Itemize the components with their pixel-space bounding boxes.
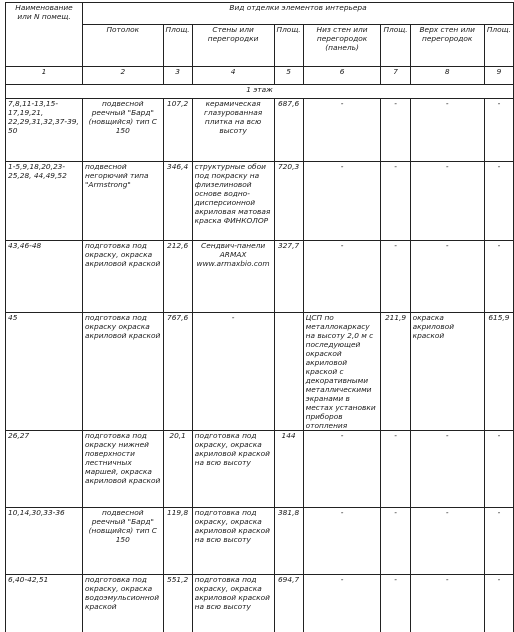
ceiling-finish: подвесной негорючий типа "Armstrong": [83, 162, 164, 241]
wall-finish: структурные обои под покраску на флизелиновой основе водно-дисперсионной акриловая матовая краска ФИНКОЛОР: [192, 162, 274, 241]
wall-area: 144: [274, 431, 303, 508]
wall-area: 327,7: [274, 241, 303, 313]
table-row: [6, 508, 514, 575]
header-lower-walls: Низ стен или перегородок (панель): [303, 25, 381, 67]
col-number: 7: [381, 67, 410, 85]
col-number: 2: [83, 67, 164, 85]
wall-finish: подготовка под окраску, окраска акриловой краской на всю высоту: [192, 575, 274, 632]
lower-finish: -: [303, 241, 381, 313]
wall-finish: -: [192, 313, 274, 431]
col-number: 5: [274, 67, 303, 85]
table-row: [6, 431, 514, 508]
lower-area: -: [381, 431, 410, 508]
table-row: [6, 575, 514, 632]
upper-finish: окраска акриловой краской: [410, 313, 484, 431]
wall-area: 720,3: [274, 162, 303, 241]
lower-area: -: [381, 162, 410, 241]
room-numbers: 10,14,30,33-36: [6, 508, 83, 575]
upper-finish: -: [410, 241, 484, 313]
lower-finish: ЦСП по металлокаркасу на высоту 2,0 м с последующей окраской акриловой краской с декоративными металлическими экранами в местах установки приборов отопления: [303, 313, 381, 431]
col-number: 6: [303, 67, 381, 85]
col-number: 9: [484, 67, 513, 85]
ceiling-area: 551,2: [163, 575, 192, 632]
ceiling-finish: подготовка под окраску, окраска акриловой краской: [83, 241, 164, 313]
upper-area: -: [484, 241, 513, 313]
room-numbers: 7,8,11-13,15-17,19,21, 22,29,31,32,37-39, 50: [6, 99, 83, 162]
room-numbers: 1-5,9,18,20,23-25,28, 44,49,52: [6, 162, 83, 241]
header-ceiling-area: Площ.: [163, 25, 192, 67]
lower-finish: -: [303, 508, 381, 575]
wall-area: [274, 313, 303, 431]
column-number-row: [6, 67, 514, 85]
ceiling-area: 767,6: [163, 313, 192, 431]
lower-area: -: [381, 508, 410, 575]
lower-area: -: [381, 575, 410, 632]
ceiling-area: 346,4: [163, 162, 192, 241]
table-row: [6, 162, 514, 241]
lower-area: -: [381, 99, 410, 162]
lower-area: -: [381, 241, 410, 313]
lower-finish: -: [303, 575, 381, 632]
upper-area: -: [484, 431, 513, 508]
upper-area: -: [484, 575, 513, 632]
wall-finish: подготовка под окраску, окраска акриловой краской на всю высоту: [192, 431, 274, 508]
header-finish-group: Вид отделки элементов интерьера: [83, 3, 514, 25]
header-ceiling: Потолок: [83, 25, 164, 67]
ceiling-finish: подвесной реечный "Бард" (новщийся) тип С 150: [83, 99, 164, 162]
wall-area: 694,7: [274, 575, 303, 632]
ceiling-finish: подвесной реечный "Бард" (новщийся) тип С 150: [83, 508, 164, 575]
room-numbers: 6,40-42,51: [6, 575, 83, 632]
wall-area: 381,8: [274, 508, 303, 575]
upper-area: -: [484, 508, 513, 575]
table-row: [6, 313, 514, 431]
upper-finish: -: [410, 431, 484, 508]
table-row: [6, 99, 514, 162]
header-walls: Стены или перегородки: [192, 25, 274, 67]
upper-finish: -: [410, 99, 484, 162]
header-room-name: Наименование или N помещ.: [6, 3, 83, 67]
header-row-group: [6, 3, 514, 25]
upper-area: -: [484, 162, 513, 241]
lower-finish: -: [303, 162, 381, 241]
upper-finish: -: [410, 162, 484, 241]
upper-area: -: [484, 99, 513, 162]
room-numbers: 43,46-48: [6, 241, 83, 313]
wall-finish: Сендвич-панели ARMAX www.armaxbio.com: [192, 241, 274, 313]
col-number: 4: [192, 67, 274, 85]
wall-finish: подготовка под окраску, окраска акриловой краской на всю высоту: [192, 508, 274, 575]
wall-finish: керамическая глазурованная плитка на всю высоту: [192, 99, 274, 162]
table-row: [6, 241, 514, 313]
lower-finish: -: [303, 99, 381, 162]
room-numbers: 26,27: [6, 431, 83, 508]
ceiling-area: 20,1: [163, 431, 192, 508]
lower-finish: -: [303, 431, 381, 508]
ceiling-area: 107,2: [163, 99, 192, 162]
header-upper-area: Площ.: [484, 25, 513, 67]
ceiling-finish: подготовка под окраску окраска акриловой краской: [83, 313, 164, 431]
ceiling-area: 212,6: [163, 241, 192, 313]
header-row-columns: [6, 25, 514, 67]
upper-area: 615,9: [484, 313, 513, 431]
ceiling-area: 119,8: [163, 508, 192, 575]
upper-finish: -: [410, 575, 484, 632]
wall-area: 687,6: [274, 99, 303, 162]
ceiling-finish: подготовка под окраску нижней поверхности лестничных маршей, окраска акриловой краской: [83, 431, 164, 508]
ceiling-finish: подготовка под окраску, окраска водоэмульсионной краской: [83, 575, 164, 632]
finish-schedule-table: [5, 2, 514, 632]
floor-label: 1 этаж: [6, 85, 514, 99]
header-upper-walls: Верх стен или перегородок: [410, 25, 484, 67]
room-numbers: 45: [6, 313, 83, 431]
header-walls-area: Площ.: [274, 25, 303, 67]
lower-area: 211,9: [381, 313, 410, 431]
floor-row: [6, 85, 514, 99]
header-lower-area: Площ.: [381, 25, 410, 67]
upper-finish: -: [410, 508, 484, 575]
col-number: 1: [6, 67, 83, 85]
col-number: 8: [410, 67, 484, 85]
col-number: 3: [163, 67, 192, 85]
